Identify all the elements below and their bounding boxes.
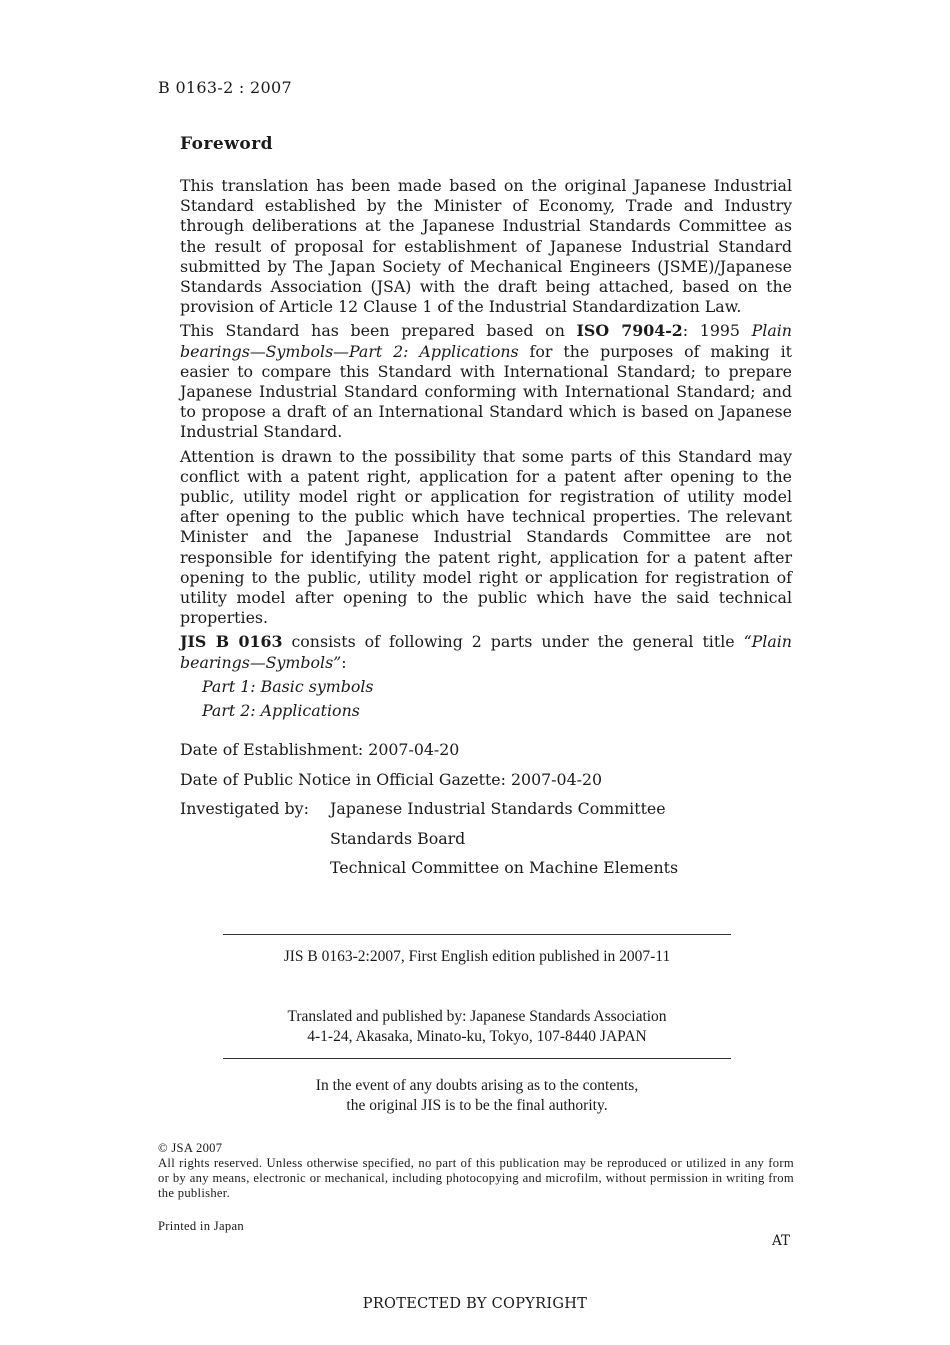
iso-year: : 1995 <box>682 321 740 341</box>
jis-reference: JIS B 0163 <box>180 632 283 652</box>
rights-statement: All rights reserved. Unless otherwise specified, no part of this publication may be reproduced or utilized in any form or by any means, electronic or mechanical, including photocopying and microfilm, without permission in writing from the publisher. <box>158 1156 794 1200</box>
foreword-paragraph-4 <box>180 632 792 672</box>
protected-notice: PROTECTED BY COPYRIGHT <box>362 1296 588 1312</box>
foreword-paragraph-3: Attention is drawn to the possibility that some parts of this Standard may conflict with a patent right, application for a patent after opening to the public, utility model right or application for registration of utility model after opening to the public which have technical properties. The relevant Minister and the Japanese Industrial Standards Committee are not responsible for identifying the patent right, application for a patent after opening to the public, utility model right or application for registration of utility model after opening to the public which have the said technical properties. <box>180 446 792 628</box>
iso-title: Plain bearings—Symbols—Part 2: Applications <box>180 321 792 361</box>
standard-metadata <box>180 740 678 888</box>
foreword-title: Foreword <box>180 134 274 154</box>
footer-code: AT <box>772 1233 791 1249</box>
publisher-address: 4-1-24, Akasaka, Minato-ku, Tokyo, 107-8440 JAPAN <box>307 1028 647 1045</box>
investigator: Japanese Industrial Standards Committee <box>330 799 666 818</box>
document-id: B 0163-2 : 2007 <box>158 78 292 97</box>
foreword-body <box>180 176 792 723</box>
copyright-block <box>158 1141 794 1201</box>
establishment-date: Date of Establishment: 2007-04-20 <box>180 740 460 759</box>
printed-in: Printed in Japan <box>158 1219 244 1233</box>
investigator: Standards Board <box>330 828 466 848</box>
public-notice-date: Date of Public Notice in Official Gazette: 2007-04-20 <box>180 769 603 789</box>
publisher-line-1: Translated and published by: Japanese Standards Association <box>287 1008 667 1025</box>
p4-text: consists of following 2 parts under the general title <box>291 632 735 652</box>
p2-rest: for the purposes of making it easier to compare this Standard with International Standard; to prepare Japanese Industrial Standard conforming with International Standard; and to propose a draft of an International Standard which is based on Japanese Industrial Standard. <box>180 341 792 442</box>
investigator: Technical Committee on Machine Elements <box>330 858 679 877</box>
authority-line-1: In the event of any doubts arising as to the contents, <box>315 1077 639 1094</box>
p2-lead: This Standard has been prepared based on <box>180 321 565 341</box>
investigated-by <box>180 799 678 888</box>
copyright-line: © JSA 2007 <box>158 1141 223 1155</box>
general-title: “Plain bearings—Symbols” <box>180 632 792 672</box>
part-item: Part 2: Applications <box>202 700 360 720</box>
foreword-paragraph-2 <box>180 321 792 442</box>
divider-bottom <box>223 1058 731 1059</box>
divider-top <box>223 934 731 935</box>
iso-reference: ISO 7904-2 <box>576 321 683 341</box>
authority-line-2: the original JIS is to be the final authority. <box>346 1097 608 1114</box>
investigated-label: Investigated by: <box>180 799 309 818</box>
p4-colon: : <box>341 652 347 672</box>
parts-list <box>202 675 792 723</box>
edition-line: JIS B 0163-2:2007, First English edition published in 2007-11 <box>283 948 671 965</box>
part-item: Part 1: Basic symbols <box>202 676 374 696</box>
foreword-paragraph-1: This translation has been made based on the original Japanese Industrial Standard established by the Minister of Economy, Trade and Industry through deliberations at the Japanese Industrial Standards Committee as the result of proposal for establishment of Japanese Industrial Standard submitted by The Japan Society of Mechanical Engineers (JSME)/Japanese Standards Association (JSA) with the draft being attached, based on the provision of Article 12 Clause 1 of the Industrial Standardization Law. <box>180 176 792 317</box>
